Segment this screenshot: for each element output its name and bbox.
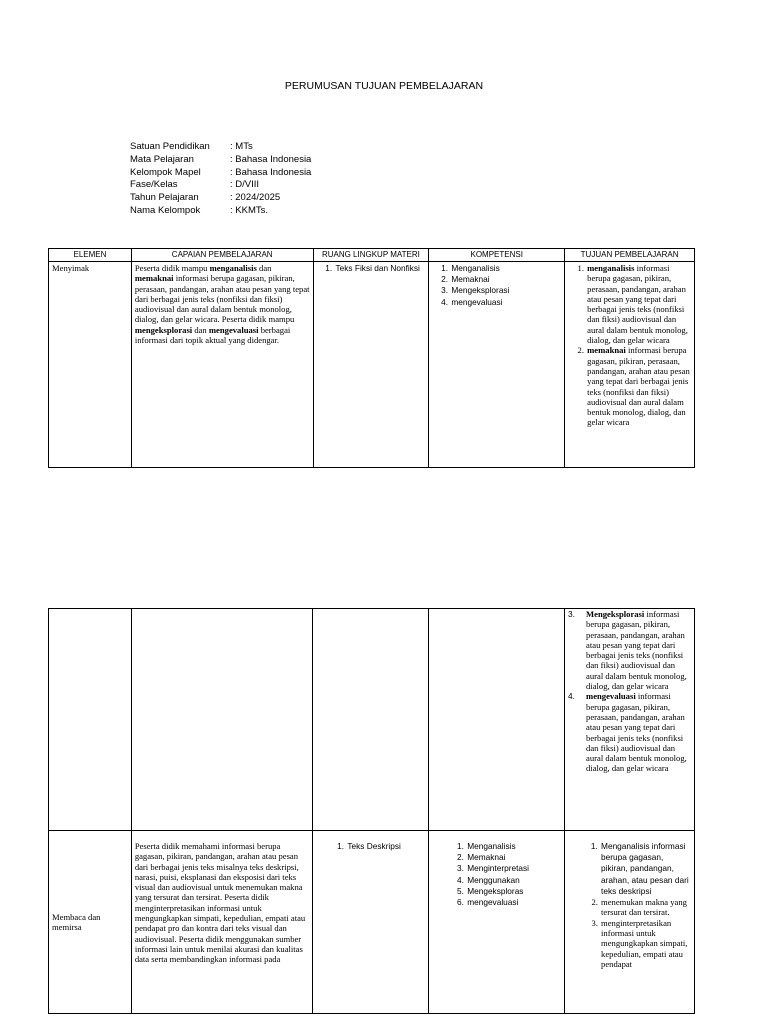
header-tujuan: TUJUAN PEMBELAJARAN <box>565 249 695 262</box>
meta-value: : D/VIII <box>230 179 260 191</box>
meta-key: Kelompok Mapel <box>130 166 201 178</box>
capaian-bold: memaknai <box>134 273 174 284</box>
kompetensi-cell <box>429 831 565 1014</box>
capaian-bold: mengevaluasi <box>208 324 259 335</box>
meta-row <box>130 167 311 180</box>
list-item: 4. Menggunakan <box>466 875 561 886</box>
table-header-row <box>49 249 695 262</box>
tujuan-cell <box>565 831 695 1014</box>
capaian-bold: menganalisis <box>209 263 257 273</box>
elemen-cell <box>49 262 132 468</box>
list-item <box>586 345 691 427</box>
table-row <box>49 831 695 1014</box>
ruang-lingkup-cell <box>313 609 429 831</box>
list-number: 4. <box>568 691 575 702</box>
kompetensi-cell <box>429 262 565 468</box>
list-item: 2. menemukan makna yang tersurat dan tersirat. <box>600 897 691 918</box>
tujuan-text: informasi berupa gagasan, pikiran, perasaan, pandangan, arahan atau pesan yang tepat dari berbagai jenis teks (nonfiksi dan fiksi) audiovisual dan aural dalam bentuk monolog, dialog, dan gelar wicara <box>586 691 687 774</box>
tujuan-text: informasi berupa gagasan, pikiran, perasaan, pandangan, arahan atau pesan yang tepat dari berbagai jenis teks (nonfiksi dan fiksi) audiovisual dan aural dalam bentuk monolog, dialog, dan gelar wicara <box>587 345 690 428</box>
list-item: 1. Teks Deskripsi <box>346 841 425 852</box>
list-item: 2. Memaknai <box>450 274 561 285</box>
tujuan-bold: mengevaluasi <box>586 691 636 702</box>
tujuan-bold: Mengeksplorasi <box>586 609 645 619</box>
table-row <box>49 609 695 831</box>
meta-value: : Bahasa Indonesia <box>230 166 312 178</box>
tujuan-bold: menganalisis <box>587 263 635 273</box>
meta-row <box>130 141 311 154</box>
meta-key: Fase/Kelas <box>130 179 178 191</box>
meta-value: : MTs <box>230 141 253 152</box>
tujuan-text: informasi berupa gagasan, pikiran, perasaan, pandangan, arahan atau pesan yang tepat dari berbagai jenis teks (nonfiksi dan fiksi) audiovisual dan aural dalam bentuk monolog, dialog, dan gelar wicara <box>587 263 688 346</box>
list-item <box>586 263 691 345</box>
capaian-cell <box>131 262 313 468</box>
tujuan-cell <box>565 262 695 468</box>
capaian-text: dan <box>192 324 209 335</box>
list-item: 1. Menganalisis <box>466 841 561 852</box>
capaian-text: berbagai informasi dari topik aktual yang didengar. <box>134 324 291 346</box>
tujuan-bold: memaknai <box>587 345 626 356</box>
meta-key: Satuan Pendidikan <box>130 141 210 152</box>
elemen-text: Menyimak <box>52 263 90 273</box>
header-ruang-lingkup: RUANG LINGKUP MATERI <box>313 249 429 262</box>
meta-row <box>130 205 311 218</box>
meta-row <box>130 192 311 205</box>
meta-value: : KKMTs. <box>230 204 269 216</box>
list-item: 5. Mengeksploras <box>466 886 561 897</box>
list-item: 4. mengevaluasi <box>450 297 561 308</box>
ruang-lingkup-cell <box>313 831 429 1014</box>
page-title: PERUMUSAN TUJUAN PEMBELAJARAN <box>284 80 484 92</box>
list-item: 3. Mengeksplorasi <box>450 285 561 296</box>
list-item <box>568 609 691 691</box>
list-number: 3. <box>568 609 575 619</box>
list-item: 1. Teks Fiksi dan Nonfiksi <box>335 263 426 274</box>
list-item: 1. Menganalisis <box>450 263 561 274</box>
list-item: 3. Menginterpretasi <box>466 863 561 874</box>
meta-value: : Bahasa Indonesia <box>230 153 312 165</box>
elemen-text: Membaca dan memirsa <box>52 911 101 932</box>
objectives-table-page1 <box>48 248 695 468</box>
list-item: 2. Memaknai <box>466 852 561 863</box>
capaian-text: dan <box>256 263 272 273</box>
elemen-cell <box>49 609 132 831</box>
capaian-cell <box>131 609 313 831</box>
meta-key: Tahun Pelajaran <box>130 192 199 204</box>
ruang-lingkup-cell <box>313 262 429 468</box>
meta-key: Nama Kelompok <box>130 204 201 216</box>
capaian-text: Peserta didik memahami informasi berupa gagasan, pikiran, pandangan, arahan atau pesan dari berbagai jenis teks misalnya teks deskripsi, narasi, puisi, eksplanasi dan eksposisi dari teks visual dan audiovisual untuk menemukan makna yang tersurat dan tersirat. Peserta didik menginterpretasikan informasi untuk mengungkapkan simpati, kepedulian, empati atau pendapat pro dan kontra dari teks visual dan audiovisual. Peserta didik menggunakan sumber informasi lain untuk menilai akurasi dan kualitas data serta membandingkan informasi pada <box>134 841 306 965</box>
header-elemen: ELEMEN <box>49 249 132 262</box>
capaian-text: Peserta didik mampu <box>134 263 210 273</box>
tujuan-text: informasi berupa gagasan, pikiran, perasaan, pandangan, arahan atau pesan yang tepat dari berbagai jenis teks (nonfiksi dan fiksi) audiovisual dan aural dalam bentuk monolog, dialog, dan gelar wicara <box>586 609 687 692</box>
capaian-bold: mengeksplorasi <box>134 324 193 335</box>
meta-key: Mata Pelajaran <box>130 153 194 165</box>
elemen-cell <box>49 831 132 1014</box>
kompetensi-cell <box>429 609 565 831</box>
header-kompetensi: KOMPETENSI <box>429 249 565 262</box>
list-item: 1. Menganalisis informasi berupa gagasan, pikiran, pandangan, arahan, atau pesan dari teks deskripsi <box>600 841 691 897</box>
capaian-text: informasi berupa gagasan, pikiran, perasaan, pandangan, arahan atau pesan yang tepat dari berbagai jenis teks (nonfiksi dan fiksi) audiovisual dan aural dalam bentuk monolog, dialog, dan gelar wicara. Peserta didik mampu <box>134 273 310 325</box>
meta-value: : 2024/2025 <box>230 192 281 204</box>
meta-row <box>130 179 311 192</box>
objectives-table-page2 <box>48 608 695 1014</box>
capaian-cell <box>131 831 313 1014</box>
meta-row <box>130 154 311 167</box>
identity-block <box>130 141 311 218</box>
list-item <box>568 691 691 773</box>
tujuan-cell <box>565 609 695 831</box>
header-capaian: CAPAIAN PEMBELAJARAN <box>131 249 313 262</box>
table-row <box>49 262 695 468</box>
list-item: 3. menginterpretasikan informasi untuk mengungkapkan simpati, kepedulian, empati atau pendapat <box>600 918 691 969</box>
list-item: 6. mengevaluasi <box>466 897 561 908</box>
